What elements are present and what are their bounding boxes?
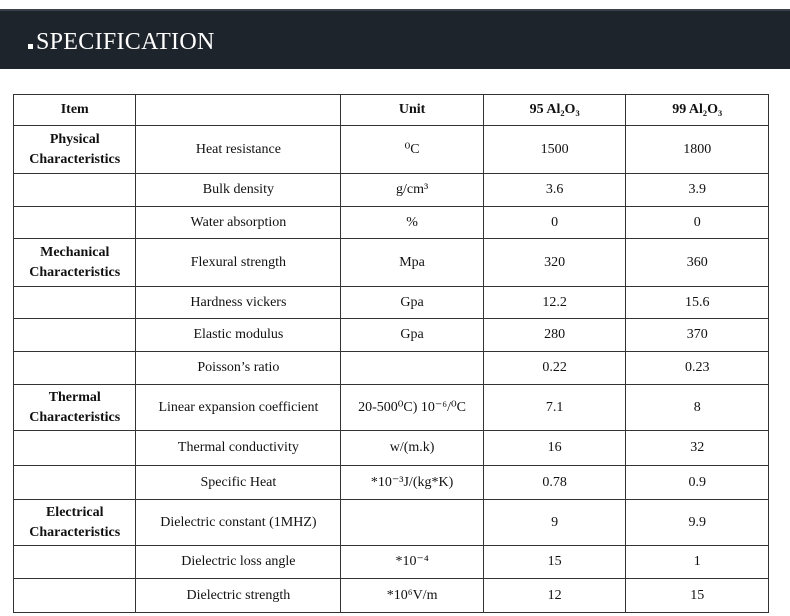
header-cell-item: Item (14, 95, 136, 126)
group-cell (14, 579, 136, 613)
value-95-cell: 12 (483, 579, 626, 613)
unit-cell: *10⁻³J/(kg*K) (341, 466, 484, 500)
value-95-cell: 15 (483, 546, 626, 579)
property-cell: Bulk density (136, 174, 341, 207)
unit-cell (341, 500, 484, 546)
value-95-cell: 9 (483, 500, 626, 546)
table-row (14, 207, 769, 239)
value-99-cell: 1 (626, 546, 769, 579)
unit-cell (341, 352, 484, 385)
header-cell-property (136, 95, 341, 126)
group-cell (14, 466, 136, 500)
property-cell: Flexural strength (136, 239, 341, 287)
value-95-cell: 0.78 (483, 466, 626, 500)
value-99-cell: 1800 (626, 126, 769, 174)
value-99-cell: 15.6 (626, 287, 769, 319)
property-cell: Dielectric strength (136, 579, 341, 613)
unit-cell: g/cm³ (341, 174, 484, 207)
value-95-cell: 0 (483, 207, 626, 239)
group-cell: Physical Characteristics (14, 126, 136, 174)
property-cell: Elastic modulus (136, 319, 341, 352)
group-cell: Thermal Characteristics (14, 385, 136, 431)
property-cell: Linear expansion coefficient (136, 385, 341, 431)
value-95-cell: 7.1 (483, 385, 626, 431)
value-99-cell: 32 (626, 431, 769, 466)
table-row (14, 431, 769, 466)
page-title (28, 28, 215, 56)
value-99-cell: 0.9 (626, 466, 769, 500)
table-row (14, 352, 769, 385)
value-95-cell: 0.22 (483, 352, 626, 385)
table-row (14, 579, 769, 613)
group-cell (14, 287, 136, 319)
header-cell-99-alumina: 99 Al₂O₃ (626, 95, 769, 126)
value-99-cell: 3.9 (626, 174, 769, 207)
group-cell (14, 352, 136, 385)
value-99-cell: 8 (626, 385, 769, 431)
unit-cell: *10⁶V/m (341, 579, 484, 613)
value-99-cell: 370 (626, 319, 769, 352)
header-top-bar (0, 9, 790, 11)
value-95-cell: 3.6 (483, 174, 626, 207)
unit-cell: 20-500⁰C) 10⁻⁶/⁰C (341, 385, 484, 431)
table-row (14, 500, 769, 546)
table-row (14, 385, 769, 431)
header-cell-unit: Unit (341, 95, 484, 126)
value-95-cell: 12.2 (483, 287, 626, 319)
value-99-cell: 15 (626, 579, 769, 613)
page-title-text: SPECIFICATION (36, 29, 215, 55)
table-row (14, 287, 769, 319)
specification-table (13, 94, 769, 613)
property-cell: Poisson’s ratio (136, 352, 341, 385)
unit-cell: Gpa (341, 319, 484, 352)
property-cell: Dielectric constant (1MHZ) (136, 500, 341, 546)
value-99-cell: 9.9 (626, 500, 769, 546)
page-header (0, 9, 790, 69)
value-95-cell: 320 (483, 239, 626, 287)
property-cell: Heat resistance (136, 126, 341, 174)
table-row (14, 174, 769, 207)
property-cell: Thermal conductivity (136, 431, 341, 466)
title-bullet-icon (28, 44, 33, 49)
group-cell: Electrical Characteristics (14, 500, 136, 546)
unit-cell: Mpa (341, 239, 484, 287)
unit-cell: *10⁻⁴ (341, 546, 484, 579)
unit-cell: Gpa (341, 287, 484, 319)
table-row (14, 466, 769, 500)
value-95-cell: 16 (483, 431, 626, 466)
table-row (14, 126, 769, 174)
table-header-row (14, 95, 769, 126)
value-99-cell: 0 (626, 207, 769, 239)
group-cell: Mechanical Characteristics (14, 239, 136, 287)
table-row (14, 546, 769, 579)
property-cell: Hardness vickers (136, 287, 341, 319)
table-row (14, 239, 769, 287)
value-95-cell: 1500 (483, 126, 626, 174)
property-cell: Specific Heat (136, 466, 341, 500)
property-cell: Water absorption (136, 207, 341, 239)
unit-cell: % (341, 207, 484, 239)
group-cell (14, 207, 136, 239)
header-cell-95-alumina: 95 Al₂O₃ (483, 95, 626, 126)
group-cell (14, 546, 136, 579)
unit-cell: ⁰C (341, 126, 484, 174)
property-cell: Dielectric loss angle (136, 546, 341, 579)
group-cell (14, 174, 136, 207)
table-row (14, 319, 769, 352)
unit-cell: w/(m.k) (341, 431, 484, 466)
value-99-cell: 360 (626, 239, 769, 287)
value-99-cell: 0.23 (626, 352, 769, 385)
group-cell (14, 319, 136, 352)
value-95-cell: 280 (483, 319, 626, 352)
group-cell (14, 431, 136, 466)
